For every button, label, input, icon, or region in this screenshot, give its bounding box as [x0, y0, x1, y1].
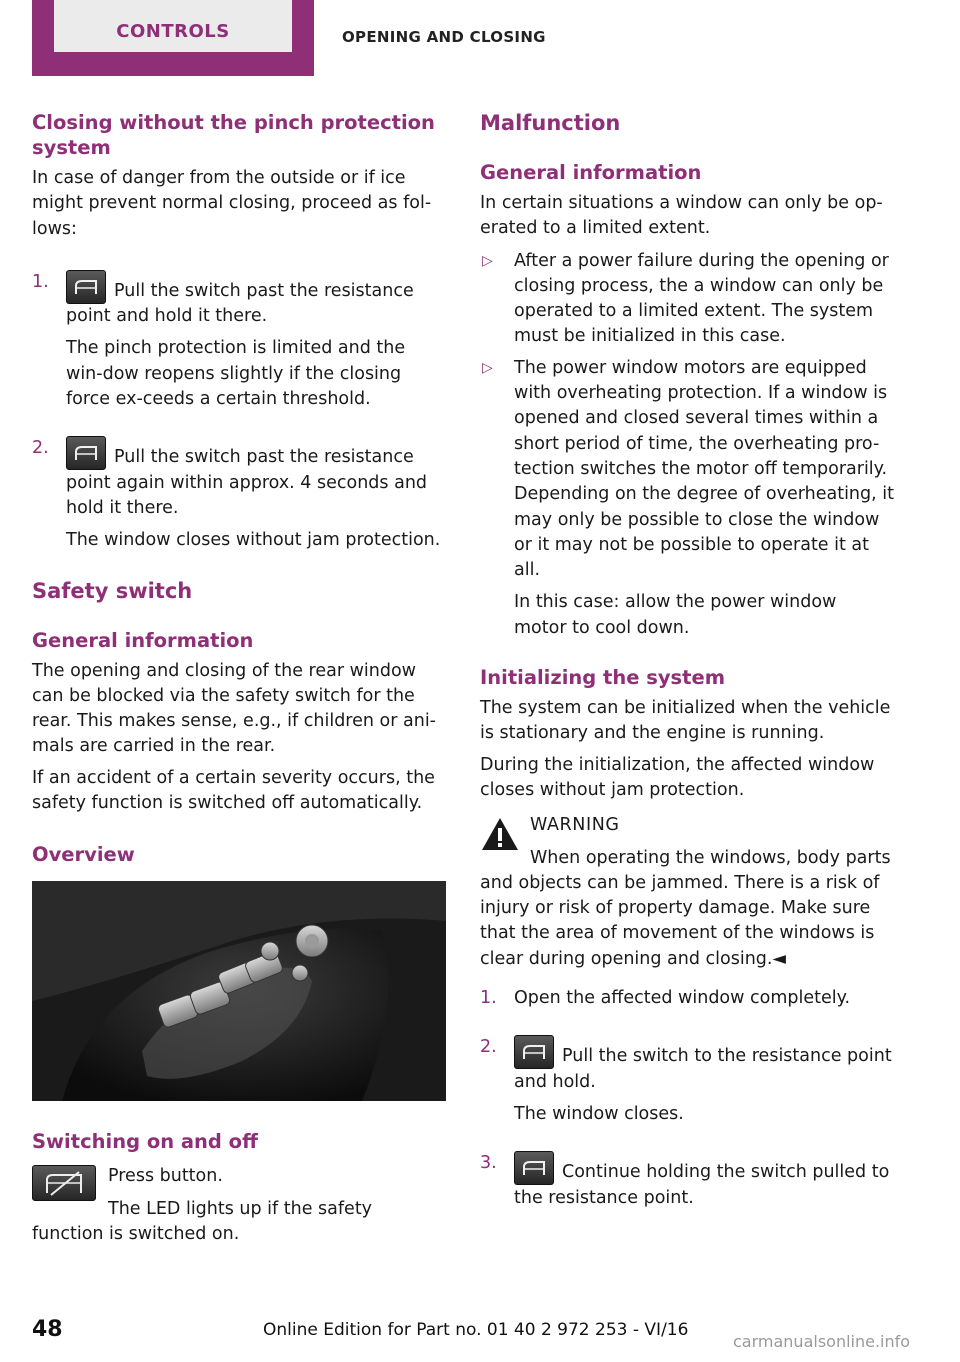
- warning-block: [480, 813, 894, 972]
- bullet-text: The power window motors are equipped with overheating protection. If a window is opened and closed several times within a short period of time, the overheating pro-tection switches the motor off temporarily. Depending on the degree of overheating, it may only be possible to close the window or it may not be possible to operate it at all.: [514, 357, 894, 581]
- list-item: [480, 986, 894, 1011]
- init-paragraph: The system can be initialized when the vehicle is stationary and the engine is running.: [480, 698, 891, 744]
- door-switch-panel-photo: [32, 881, 446, 1101]
- init-steps: [480, 986, 894, 1211]
- warning-label: WARNING: [530, 815, 620, 836]
- list-item: [480, 356, 894, 641]
- step-text: Pull the switch to the resistance point and hold.: [514, 1046, 892, 1092]
- step-number: 2.: [480, 1037, 497, 1058]
- list-item: [480, 1035, 894, 1127]
- chapter-tab: [32, 0, 314, 76]
- bullet-triangle-icon: ▷: [482, 252, 493, 269]
- bullet-triangle-icon: ▷: [482, 359, 493, 376]
- step-note: The pinch protection is limited and the win-dow reopens slightly if the closing force ex-ceeds a certain threshold.: [66, 338, 406, 410]
- window-switch-icon: [66, 270, 106, 304]
- window-switch-icon: [514, 1151, 554, 1185]
- safety-switch-heading: Safety switch: [32, 578, 193, 603]
- overview-heading: Overview: [32, 843, 135, 867]
- warning-text: When operating the windows, body parts and objects can be jammed. There is a risk of injury or risk of property damage. Make sure that the area of movement of the windows is clear during opening and closing.◄: [480, 847, 891, 969]
- step-number: 3.: [480, 1153, 497, 1174]
- step-number: 2.: [32, 438, 49, 459]
- window-switch-icon: [514, 1035, 554, 1069]
- chapter-tab-inner: [54, 0, 292, 52]
- warning-triangle-icon: [480, 815, 520, 853]
- list-item: [480, 1151, 894, 1211]
- list-item: [32, 270, 446, 412]
- malfunction-bullets: [480, 249, 894, 641]
- list-item: [480, 249, 894, 350]
- pinch-steps: [32, 270, 446, 554]
- switching-note: The LED lights up if the safety function is switched on.: [32, 1198, 373, 1244]
- page-number: 48: [32, 1317, 63, 1342]
- list-item: [32, 436, 446, 553]
- switching-heading: Switching on and off: [32, 1130, 258, 1154]
- init-paragraph: During the initialization, the affected window closes without jam protection.: [480, 754, 875, 800]
- general-info-paragraph: If an accident of a certain severity occurs, the safety function is switched off automatically.: [32, 767, 435, 814]
- step-note: The window closes.: [514, 1103, 684, 1124]
- step-note: The window closes without jam protection.: [66, 530, 441, 551]
- initializing-heading: Initializing the system: [480, 666, 726, 690]
- general-info-paragraph: In certain situations a window can only be op-erated to a limited extent.: [480, 193, 883, 239]
- pinch-intro: In case of danger from the outside or if ice might prevent normal closing, proceed as fol-lows:: [32, 168, 432, 239]
- right-column: [480, 110, 894, 1211]
- bullet-note: In this case: allow the power window motor to cool down.: [514, 592, 837, 638]
- step-text: Pull the switch past the resistance point again within approx. 4 seconds and hold it there.: [66, 447, 428, 518]
- switching-block: [32, 1164, 446, 1247]
- safety-switch-icon: [32, 1165, 96, 1201]
- switching-instruction: Press button.: [108, 1166, 223, 1187]
- general-info-paragraph: The opening and closing of the rear window can be blocked via the safety switch for the rear. This makes sense, e.g., if children or ani-mals are carried in the rear.: [32, 660, 436, 757]
- step-text: Open the affected window completely.: [514, 988, 851, 1009]
- left-column: [32, 110, 446, 1247]
- section-title: OPENING AND CLOSING: [342, 28, 546, 46]
- watermark: carmanualsonline.info: [733, 1332, 911, 1351]
- window-switch-icon: [66, 436, 106, 470]
- bullet-text: After a power failure during the opening or closing process, the a window can only be operated to a limited extent. The system must be initialized in this case.: [514, 250, 889, 347]
- pinch-heading: Closing without the pinch protection system: [32, 111, 435, 159]
- general-info-heading: General information: [480, 161, 702, 184]
- general-info-heading: General information: [32, 628, 254, 652]
- step-text: Continue holding the switch pulled to the resistance point.: [514, 1162, 890, 1208]
- malfunction-heading: Malfunction: [480, 111, 621, 135]
- step-text: Pull the switch past the resistance point and hold it there.: [66, 280, 414, 327]
- step-number: 1.: [480, 988, 497, 1009]
- edition-line: Online Edition for Part no. 01 40 2 972 253 - VI/16: [263, 1320, 689, 1340]
- chapter-tab-label: CONTROLS: [116, 21, 230, 42]
- step-number: 1.: [32, 271, 49, 292]
